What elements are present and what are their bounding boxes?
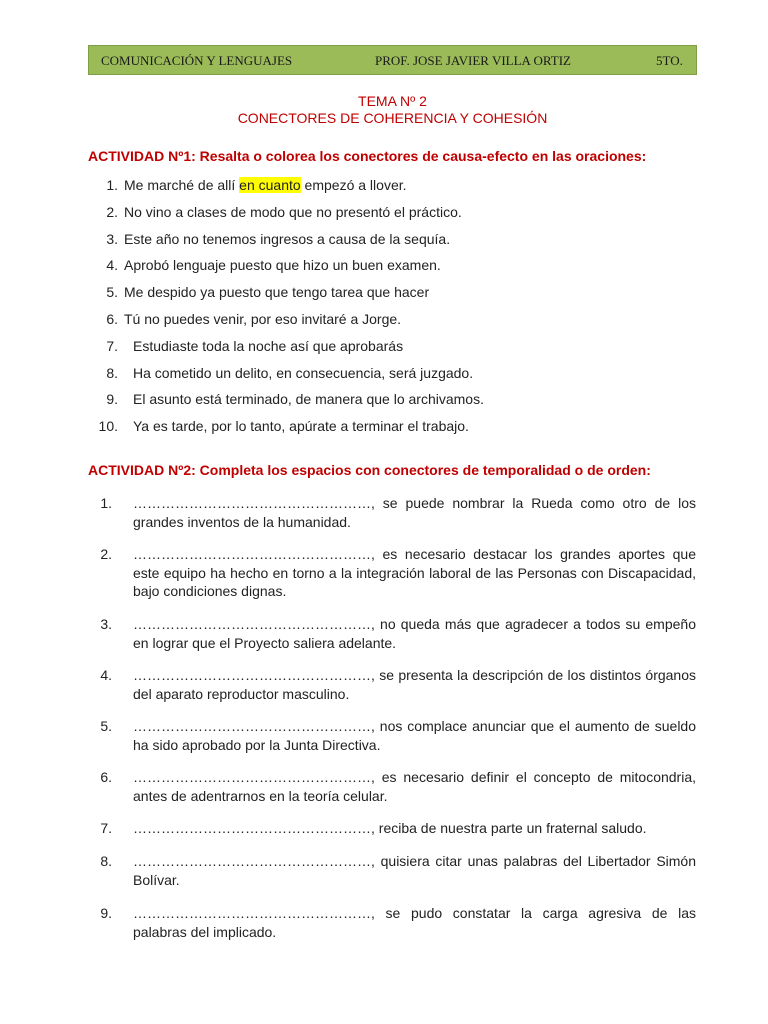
item-number: 3. [100, 616, 112, 632]
item-number: 4. [106, 257, 118, 274]
list-item [88, 229, 708, 256]
item-text: ……………………………………………, es necesario destacar los grandes aportes que este equipo ha hecho en torno a la integración laboral de las Personas con Discapacidad, bajo condiciones dignas. [133, 546, 696, 599]
list-item [88, 282, 708, 309]
item-text: Estudiaste toda la noche así que aprobarás [133, 337, 404, 354]
highlighted-connector: en cuanto [239, 177, 301, 193]
document-header-bar [88, 45, 697, 75]
item-text: ……………………………………………, se presenta la descripción de los distintos órganos del aparato reproductor masculino. [133, 667, 696, 702]
header-teacher: PROF. JOSE JAVIER VILLA ORTIZ [375, 53, 571, 68]
list-item [88, 175, 708, 202]
header-subject: COMUNICACIÓN Y LENGUAJES [101, 53, 293, 68]
item-text: Ha cometido un delito, en consecuencia, será juzgado. [133, 364, 474, 381]
activity-2-list [88, 494, 708, 944]
list-item [88, 309, 708, 336]
topic-title: CONECTORES DE COHERENCIA Y COHESIÓN [237, 110, 548, 126]
item-number: 1. [106, 177, 118, 193]
list-item [88, 768, 708, 819]
item-number: 8. [106, 364, 118, 381]
item-text: ……………………………………………, se pudo constatar la carga agresiva de las palabras del implicado. [133, 905, 696, 940]
item-text: Este año no tenemos ingresos a causa de la sequía. [124, 230, 451, 247]
item-number: 9. [100, 905, 112, 921]
item-number: 8. [100, 853, 112, 869]
list-item [88, 615, 708, 666]
item-number: 5. [100, 718, 112, 734]
item-number: 2. [106, 203, 118, 220]
item-text: Tú no puedes venir, por eso invitaré a Jorge. [124, 310, 402, 327]
item-text [124, 175, 407, 195]
item-number: 9. [106, 391, 118, 408]
item-number: 7. [106, 337, 118, 354]
item-number: 3. [106, 230, 118, 247]
activity-1-title: ACTIVIDAD Nº1: Resalta o colorea los conectores de causa-efecto en las oraciones: [88, 148, 647, 164]
activity-1-list [88, 175, 708, 443]
item-text: El asunto está terminado, de manera que lo archivamos. [133, 391, 484, 408]
list-item [88, 494, 708, 545]
text-after: empezó a llover. [300, 177, 407, 193]
item-text: ……………………………………………, se puede nombrar la Rueda como otro de los grandes inventos de la humanidad. [133, 495, 696, 530]
list-item [88, 336, 708, 363]
item-text: ……………………………………………, no queda más que agradecer a todos su empeño en lograr que el Proyecto saliera adelante. [133, 616, 696, 651]
topic-number: TEMA Nº 2 [358, 93, 427, 109]
activity-2-title: ACTIVIDAD Nº2: Completa los espacios con conectores de temporalidad o de orden: [88, 462, 651, 478]
item-number: 6. [100, 769, 112, 785]
list-item [88, 545, 708, 615]
item-number: 4. [100, 667, 112, 683]
item-text: Aprobó lenguaje puesto que hizo un buen examen. [124, 257, 441, 274]
list-item [88, 416, 708, 443]
item-text: ……………………………………………, quisiera citar unas palabras del Libertador Simón Bolívar. [133, 853, 696, 888]
list-item [88, 255, 708, 282]
list-item [88, 819, 708, 852]
list-item [88, 666, 708, 717]
item-number: 1. [100, 495, 112, 511]
item-text: No vino a clases de modo que no presentó el práctico. [124, 203, 462, 220]
item-text: ……………………………………………, es necesario definir el concepto de mitocondria, antes de adentrarnos en la teoría celular. [133, 769, 696, 804]
item-text: Ya es tarde, por lo tanto, apúrate a terminar el trabajo. [133, 418, 469, 435]
item-number: 10. [98, 418, 118, 435]
list-item [88, 389, 708, 416]
item-number: 5. [106, 284, 118, 301]
list-item [88, 717, 708, 768]
list-item [88, 904, 708, 944]
item-number: 6. [106, 310, 118, 327]
item-text: Me despido ya puesto que tengo tarea que hacer [124, 284, 430, 301]
list-item [88, 363, 708, 390]
list-item [88, 202, 708, 229]
item-text: ……………………………………………, reciba de nuestra parte un fraternal saludo. [133, 820, 647, 836]
list-item [88, 852, 708, 904]
item-number: 2. [100, 546, 112, 562]
item-number: 7. [100, 820, 112, 836]
text-before: Me marché de allí [124, 177, 240, 193]
item-text: ……………………………………………, nos complace anunciar que el aumento de sueldo ha sido aprobado por la Junta Directiva. [133, 718, 696, 753]
header-grade: 5TO. [656, 53, 683, 68]
